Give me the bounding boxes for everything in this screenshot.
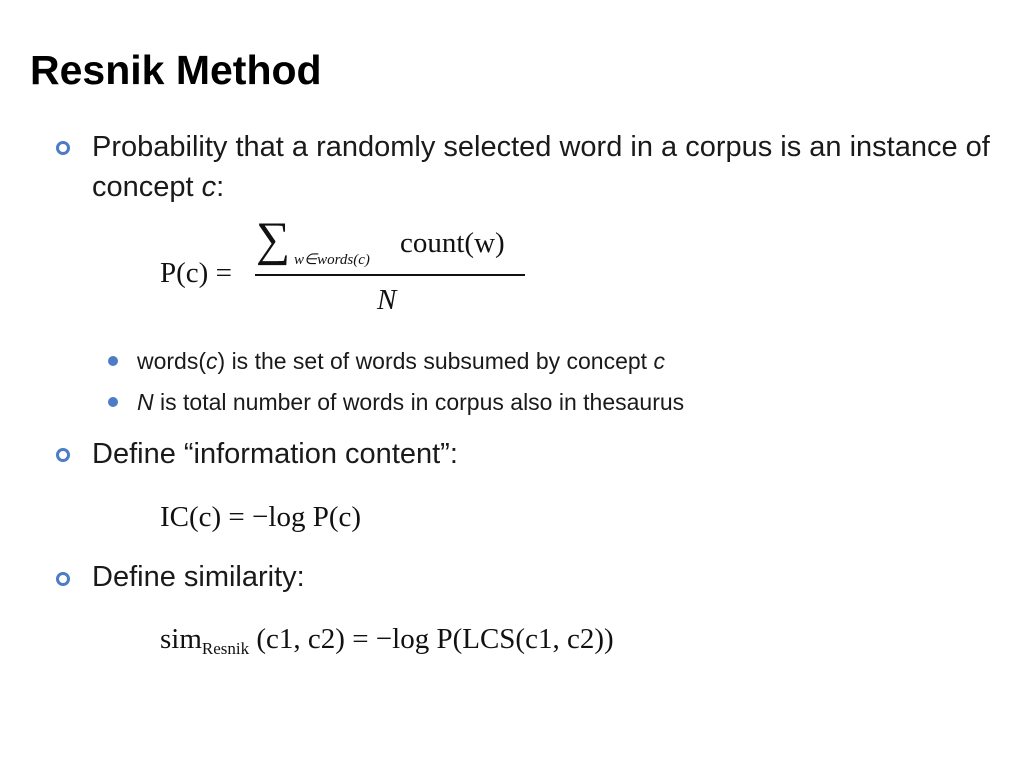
numerator-text: count(w) xyxy=(400,227,505,259)
bullet-text-suffix: : xyxy=(216,171,225,203)
concept-variable: c xyxy=(653,348,665,374)
bullet-ring-icon xyxy=(56,572,70,586)
sub-bullet-text: words( xyxy=(137,348,207,374)
sim-subscript: Resnik xyxy=(201,639,250,658)
bullet-text: Probability that a randomly selected word in a corpus is an instance of concept xyxy=(92,131,990,203)
formula-sum-subscript xyxy=(294,251,370,269)
sub-bullet-n xyxy=(137,387,997,417)
formula-sum-symbol xyxy=(256,212,290,268)
ic-formula-text: IC(c) = −log P(c) xyxy=(160,501,362,533)
concept-variable: c xyxy=(201,171,217,203)
sub-bullet-text: is total number of words in corpus also in thesaurus xyxy=(153,389,685,415)
sub-bullet-words xyxy=(137,346,997,376)
denominator-text: N xyxy=(377,284,397,316)
sub-bullet-text: ) is the set of words subsumed by concept xyxy=(217,348,654,374)
formula-ic xyxy=(160,500,361,534)
bullet-similarity xyxy=(92,557,992,597)
sub-bullet-dot-icon xyxy=(108,397,118,407)
concept-variable: c xyxy=(206,348,218,374)
slide-title: Resnik Method xyxy=(30,47,322,93)
bullet-information-content xyxy=(92,434,992,474)
formula-probability-lhs xyxy=(160,256,232,290)
bullet-ring-icon xyxy=(56,448,70,462)
sum-subscript-text: w∈words(c) xyxy=(294,252,370,268)
sim-function-name: sim xyxy=(160,623,202,655)
fraction-bar xyxy=(255,274,525,276)
sim-formula-args: (c1, c2) = −log P(LCS(c1, c2)) xyxy=(256,623,614,655)
sigma-glyph: ∑ xyxy=(256,213,291,266)
n-variable: N xyxy=(137,389,154,415)
sub-bullet-dot-icon xyxy=(108,356,118,366)
formula-denominator xyxy=(377,283,396,317)
formula-numerator xyxy=(400,226,505,260)
bullet-ring-icon xyxy=(56,141,70,155)
formula-lhs-text: P(c) = xyxy=(160,257,232,289)
bullet-probability xyxy=(92,127,992,207)
bullet-text: Define “information content”: xyxy=(92,438,458,470)
bullet-text: Define similarity: xyxy=(92,561,305,593)
formula-sim xyxy=(160,622,614,660)
